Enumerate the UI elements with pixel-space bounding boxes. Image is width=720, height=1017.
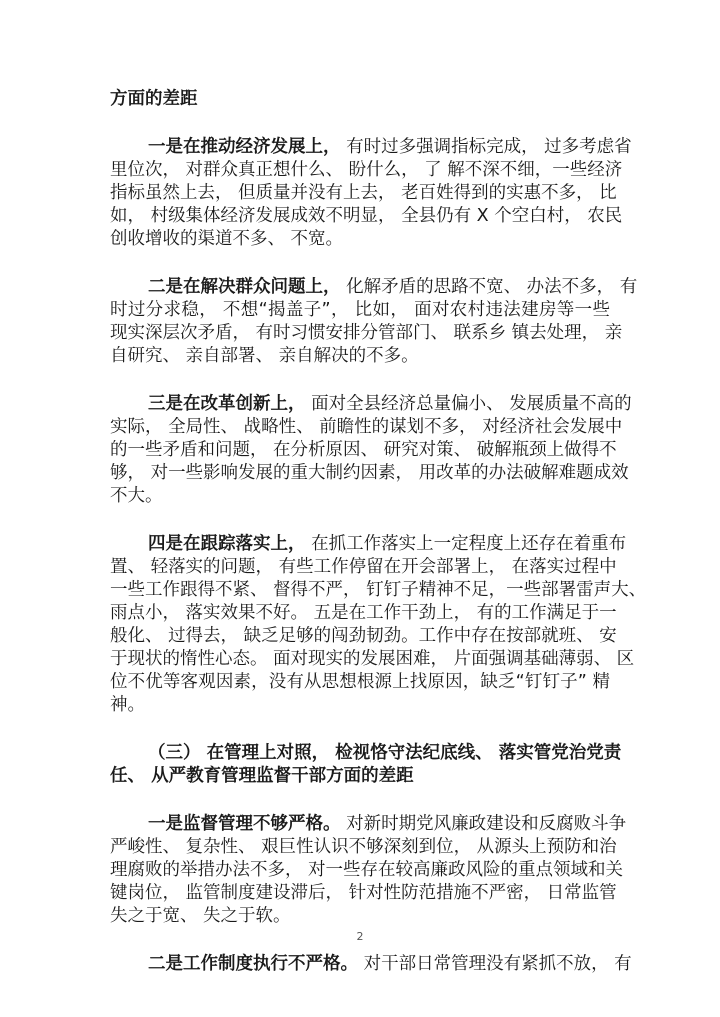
section-heading-line: 任、 从严教育管理监督干部方面的差距 [110, 766, 414, 786]
paragraph [110, 533, 647, 717]
paragraph-line: 理腐败的举措办法不多， 对一些存在较高廉政风险的重点领域和关 [110, 860, 624, 880]
paragraph-line: 位不优等客观因素，没有从思想根源上找原因，缺乏“钉钉子” 精 [110, 672, 610, 692]
paragraph-line [110, 136, 632, 159]
paragraph-line: 如， 村级集体经济发展成效不明显， 全县仍有 X 个空白村， 农民 [110, 206, 623, 226]
paragraph-line: 置、 轻落实的问题， 有些工作停留在开会部署上， 在落实过程中 [110, 557, 617, 577]
paragraph-line: 时过分求稳， 不想“揭盖子”， 比如， 面对农村违法建房等一些 [110, 300, 610, 320]
paragraph-line: 自研究、 亲自部署、 亲自解决的不多。 [110, 346, 419, 366]
paragraph-line: 失之于宽、 失之于软。 [110, 906, 291, 926]
paragraph-line [110, 393, 632, 416]
paragraph-line: 指标虽然上去， 但质量并没有上去， 老百姓得到的实惠不多， 比 [110, 183, 617, 203]
paragraph [110, 136, 632, 251]
section-heading [110, 742, 622, 788]
paragraph-line: 实际， 全局性、 战略性、 前瞻性的谋划不多， 对经济社会发展中 [110, 417, 623, 437]
paragraph-line: 雨点小， 落实效果不好。 五是在工作干劲上， 有的工作满足于一 [110, 603, 617, 623]
paragraph-group-1 [110, 136, 647, 717]
paragraph-line: 般化、 过得去， 缺乏足够的闯劲韧劲。工作中存在按部就班、 安 [110, 626, 617, 646]
paragraph-lead: 四是在跟踪落实上， [148, 534, 306, 554]
paragraph-line: 严峻性、 复杂性、 艰巨性认识不够深刻到位， 从源头上预防和治 [110, 837, 617, 857]
paragraph-text: 化解矛盾的思路不宽、 办法不多， 有 [346, 277, 638, 297]
paragraph-lead: 二是工作制度执行不严格。 [148, 954, 358, 974]
paragraph-text: 面对全县经济总量偏小、 发展质量不高的 [311, 394, 632, 414]
paragraph-group-2 [110, 813, 632, 976]
paragraph-line [110, 533, 627, 556]
section-heading-line: （三） 在管理上对照， 检视恪守法纪底线、 落实管党治党责 [148, 743, 622, 763]
page-number: 2 [356, 930, 364, 943]
paragraph-line [110, 813, 627, 836]
paragraph-text: 对新时期党风廉政建设和反腐败斗争 [346, 814, 627, 834]
paragraph-lead: 一是在推动经济发展上， [148, 137, 341, 157]
heading-continuation: 方面的差距 [110, 89, 198, 109]
paragraph-line: 一些工作跟得不紧、 督得不严， 钉钉子精神不足，一些部署雷声大、 [110, 580, 647, 600]
document-page [110, 88, 647, 1001]
paragraph [110, 813, 627, 928]
paragraph-text: 在抓工作落实上一定程度上还存在着重布 [311, 534, 627, 554]
paragraph-line: 于现状的惰性心态。 面对现实的发展困难， 片面强调基础薄弱、 区 [110, 649, 635, 669]
paragraph-lead: 二是在解决群众问题上， [148, 277, 341, 297]
paragraph [110, 393, 632, 508]
paragraph-line: 的一些矛盾和问题， 在分析原因、 研究对策、 破解瓶颈上做得不 [110, 440, 617, 460]
paragraph-line [110, 276, 638, 299]
paragraph [110, 276, 638, 368]
paragraph-text: 对干部日常管理没有紧抓不放， 有 [363, 954, 632, 974]
paragraph-line: 键岗位， 监管制度建设滞后， 针对性防范措施不严密， 日常监管 [110, 883, 617, 903]
paragraph-line [110, 953, 632, 976]
paragraph-line: 创收增收的渠道不多、 不宽。 [110, 229, 344, 249]
paragraph-line: 不大。 [110, 486, 163, 506]
paragraph-line: 现实深层次矛盾， 有时习惯安排分管部门、 联系乡 镇去处理， 亲 [110, 323, 623, 343]
paragraph-lead: 一是监督管理不够严格。 [148, 814, 341, 834]
paragraph-line: 里位次， 对群众真正想什么、 盼什么， 了 解不深不细，一些经济 [110, 160, 623, 180]
paragraph-text: 有时过多强调指标完成， 过多考虑省 [346, 137, 632, 157]
paragraph [110, 953, 632, 976]
paragraph-lead: 三是在改革创新上， [148, 394, 306, 414]
paragraph-line: 够， 对一些影响发展的重大制约因素， 用改革的办法破解难题成效 [110, 463, 629, 483]
paragraph-line: 神。 [110, 695, 145, 715]
